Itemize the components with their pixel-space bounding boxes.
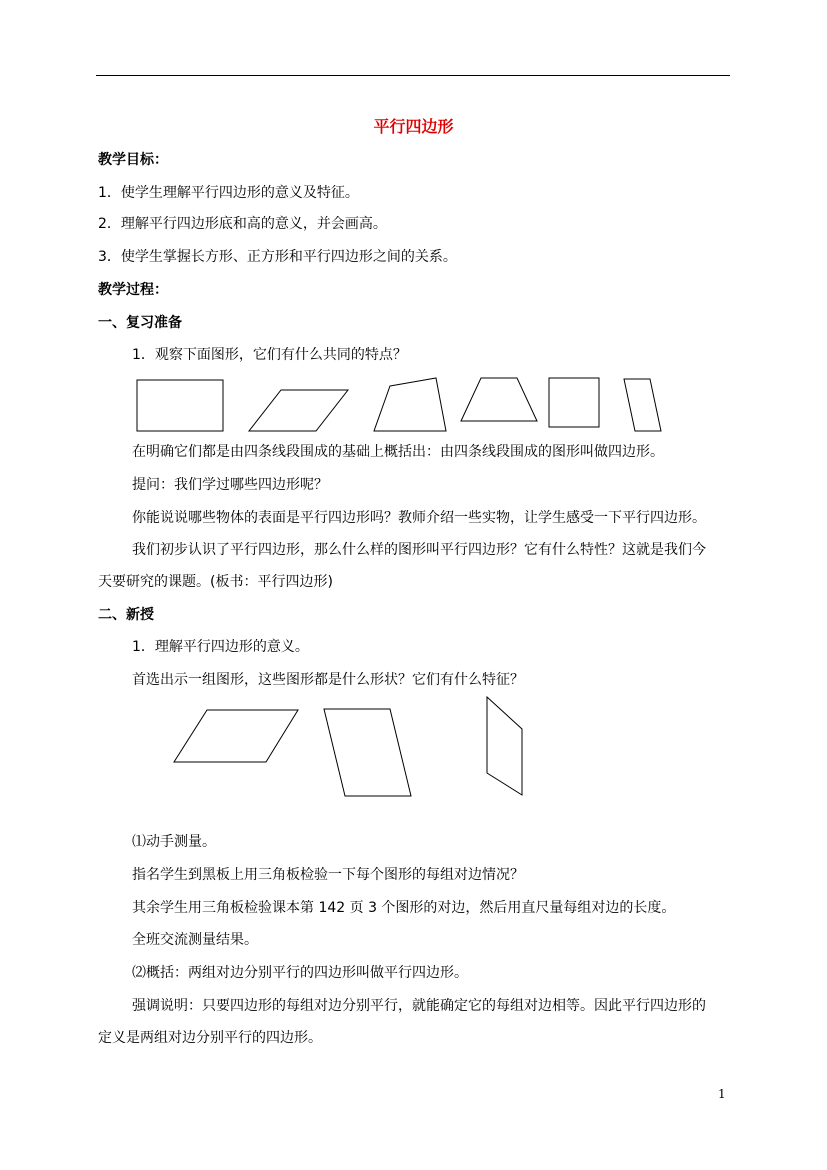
goal-item: 1．使学生理解平行四边形的意义及特征。 [98,185,359,201]
rectangle-shape [137,380,223,431]
new-paragraph: ⑴动手测量。 [132,834,216,850]
slanted-parallelogram-shape [624,379,661,431]
page-title: 平行四边形 [373,117,454,136]
process-heading: 教学过程： [98,282,168,298]
square-shape [549,378,599,427]
new-paragraph: 指名学生到黑板上用三角板检验一下每个图形的每组对边情况？ [132,867,524,883]
parallelogram-shape [249,390,348,431]
irregular-quadrilateral-shape [374,378,446,431]
new-paragraph: 其余学生用三角板检验课本第 142 页 3 个图形的对边，然后用直尺量每组对边的长度。 [132,900,676,916]
parallelogram-shape [174,710,298,762]
parallelogram-shape [487,697,522,795]
review-paragraph: 天要研究的课题。(板书：平行四边形) [98,574,333,590]
review-paragraph: 你能说说哪些物体的表面是平行四边形吗？教师介绍一些实物，让学生感受一下平行四边形。 [132,510,706,526]
review-question: 1．观察下面图形，它们有什么共同的特点？ [132,347,407,363]
new-paragraph: 首选出示一组图形，这些图形都是什么形状？它们有什么特征？ [132,672,524,688]
new-paragraph: 全班交流测量结果。 [132,932,258,948]
section-heading-review: 一、复习准备 [98,315,182,331]
review-paragraph: 在明确它们都是由四条线段围成的基础上概括出：由四条线段围成的图形叫做四边形。 [132,444,664,460]
review-paragraph: 我们初步认识了平行四边形，那么什么样的图形叫平行四边形？它有什么特性？这就是我们今 [132,542,706,558]
goals-heading: 教学目标： [98,152,168,168]
new-paragraph: 强调说明：只要四边形的每组对边分别平行，就能确定它的每组对边相等。因此平行四边形的 [132,998,706,1014]
goal-item: 2．理解平行四边形底和高的意义，并会画高。 [98,216,387,232]
review-paragraph: 提问：我们学过哪些四边形呢？ [132,477,328,493]
new-paragraph: ⑵概括：两组对边分别平行的四边形叫做平行四边形。 [132,965,468,981]
goal-item: 3．使学生掌握长方形、正方形和平行四边形之间的关系。 [98,249,457,265]
parallelogram-shape [324,709,411,796]
section-heading-new: 二、新授 [98,607,154,623]
page-number: 1 [718,1087,726,1101]
new-paragraph: 定义是两组对边分别平行的四边形。 [98,1030,322,1046]
trapezoid-shape [461,378,537,421]
new-paragraph: 1．理解平行四边形的意义。 [132,639,309,655]
